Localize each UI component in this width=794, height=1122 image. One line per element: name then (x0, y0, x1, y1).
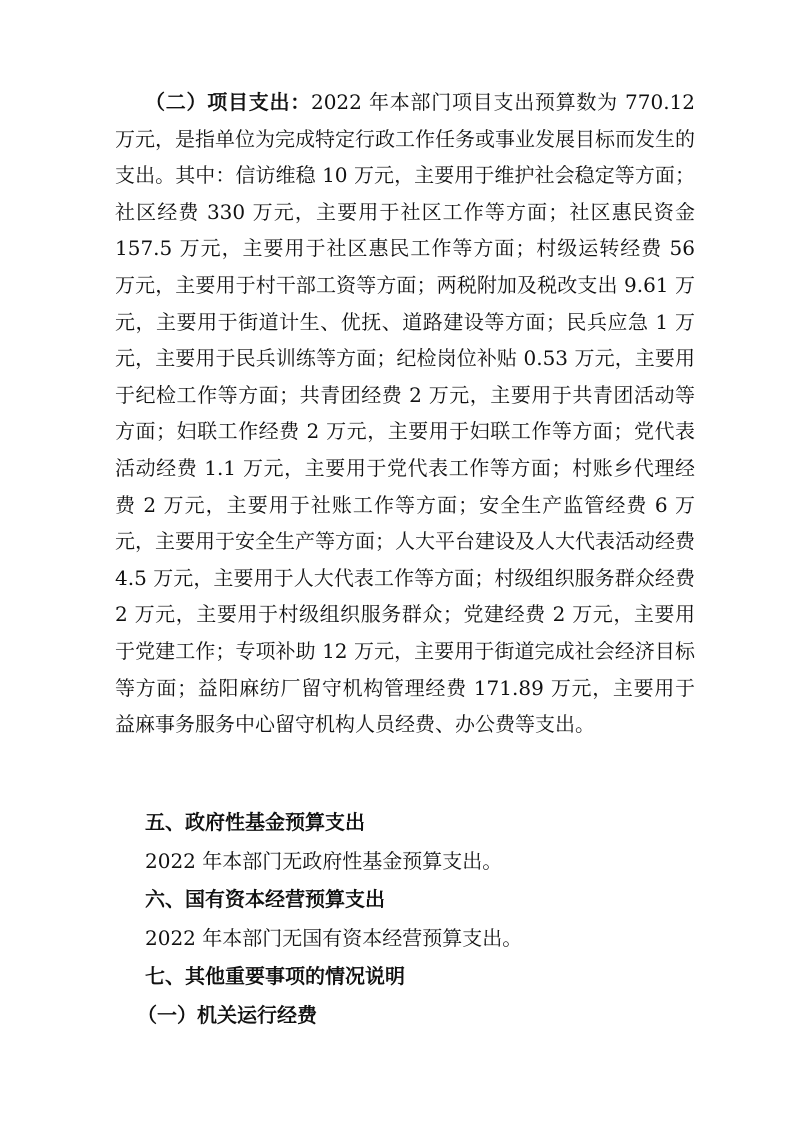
state-capital-heading: 六、国有资本经营预算支出 (145, 887, 385, 911)
project-expenditure-heading: （二）项目支出： (145, 90, 311, 114)
government-fund-heading: 五、政府性基金预算支出 (145, 810, 365, 834)
operating-expenses-subheading: （一）机关运行经费 (137, 1003, 317, 1027)
state-capital-text: 2022 年本部门无国有资本经营预算支出。 (145, 926, 523, 950)
project-expenditure-paragraph (115, 84, 695, 743)
project-expenditure-text: 2022 年本部门项目支出预算数为 770.12 万元，是指单位为完成特定行政工作任务或事业发展目标而发生的支出。其中：信访维稳 10 万元，主要用于维护社会稳定等方面；社区经费 330 万元，主要用于社区工作等方面；社区惠民资金 157.5 万元，主要用于社区惠民工作等方面；村级运转经费 56 万元，主要用于村干部工资等方面；两税附加及税改支出 9.61 万元，主要用于街道计生、优抚、道路建设等方面；民兵应急 1 万元，主要用于民兵训练等方面；纪检岗位补贴 0.53 万元，主要用于纪检工作等方面；共青团经费 2 万元，主要用于共青团活动等方面；妇联工作经费 2 万元，主要用于妇联工作等方面；党代表活动经费 1.1 万元，主要用于党代表工作等方面；村账乡代理经费 2 万元，主要用于社账工作等方面；安全生产监管经费 6 万元，主要用于安全生产等方面；人大平台建设及人大代表活动经费 4.5 万元，主要用于人大代表工作等方面；村级组织服务群众经费 2 万元，主要用于村级组织服务群众；党建经费 2 万元，主要用于党建工作；专项补助 12 万元，主要用于街道完成社会经济目标等方面；益阳麻纺厂留守机构管理经费 171.89 万元，主要用于益麻事务服务中心留守机构人员经费、办公费等支出。 (115, 90, 696, 737)
other-matters-heading: 七、其他重要事项的情况说明 (145, 964, 405, 988)
government-fund-text: 2022 年本部门无政府性基金预算支出。 (145, 849, 503, 873)
